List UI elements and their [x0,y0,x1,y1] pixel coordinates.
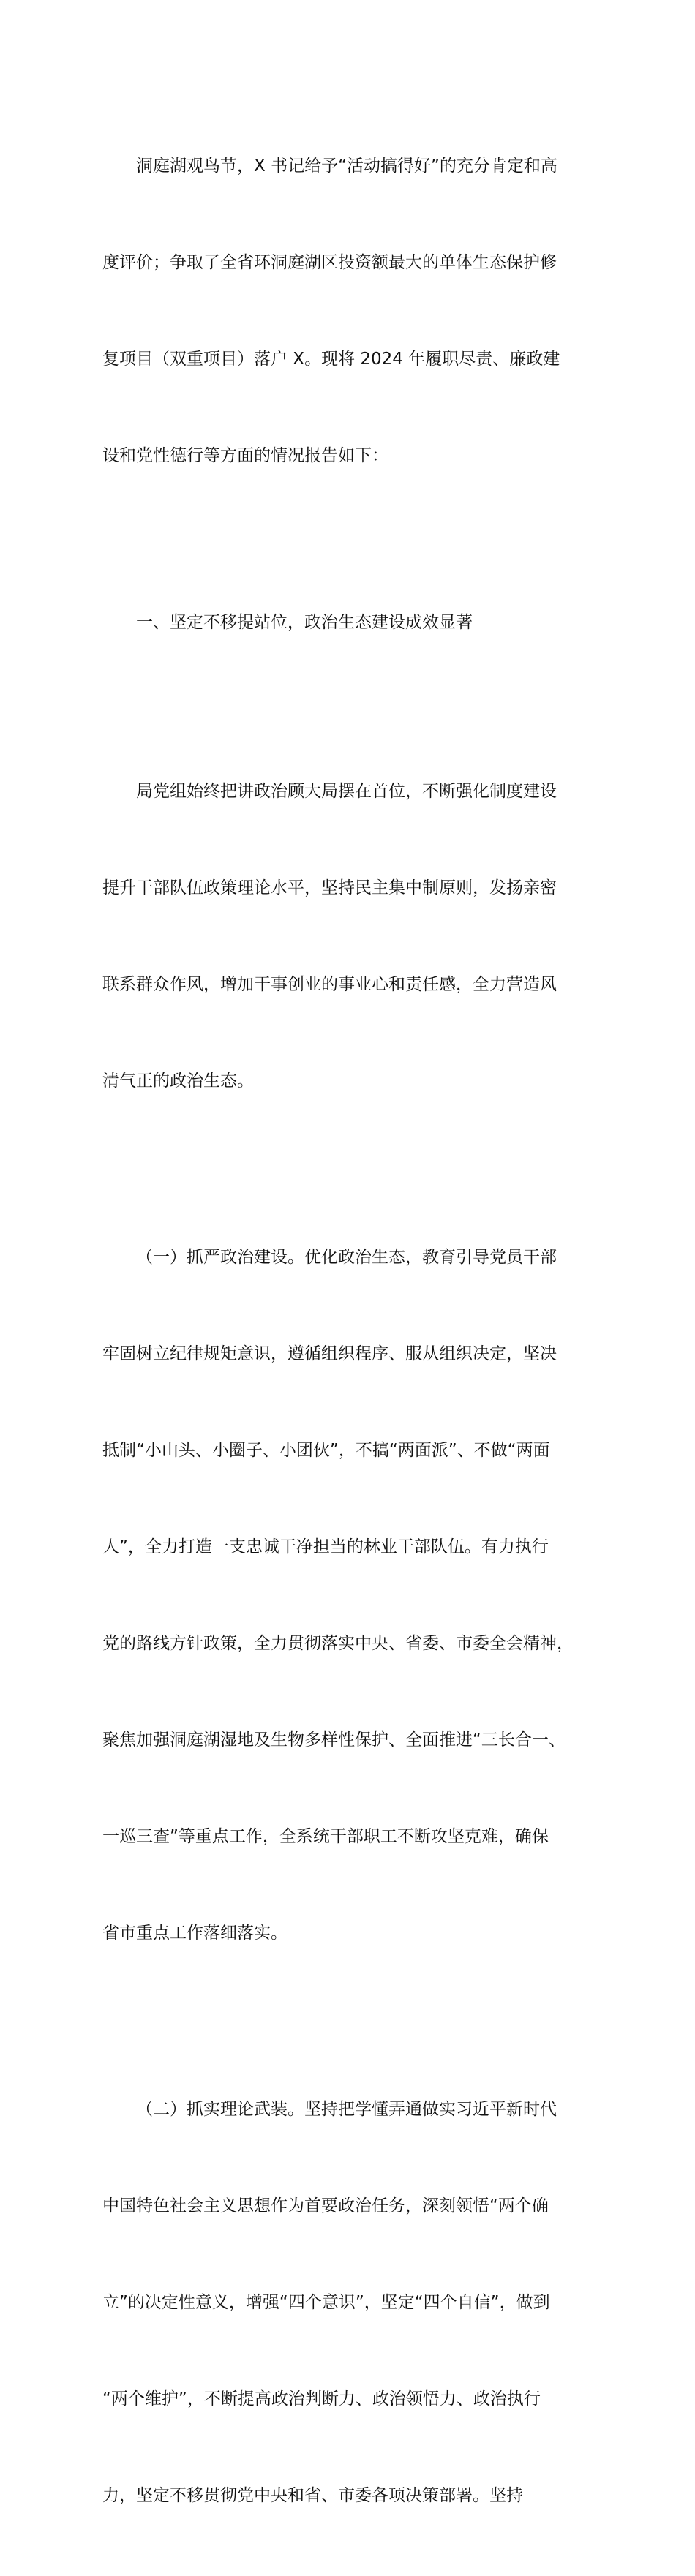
text-line: 省市重点工作落细落实。 [102,1924,288,1943]
text-line: 中国特色社会主义思想作为首要政治任务，深刻领悟“两个确 [102,2196,549,2215]
text-line: 党的路线方针政策，全力贯彻落实中央、省委、市委全会精神， [102,1634,574,1653]
text-line: 清气正的政治生态。 [102,1072,254,1091]
text-line: 一巡三查”等重点工作，全系统干部职工不断攻坚克难，确保 [102,1827,549,1846]
text-line: 洞庭湖观鸟节，X 书记给予“活动搞得好”的充分肯定和高 [136,157,557,176]
text-line: “两个维护”，不断提高政治判断力、政治领悟力、政治执行 [102,2389,541,2409]
heading-text: 一、坚定不移提站位，政治生态建设成效显著 [136,613,473,632]
text-line: 局党组始终把讲政治顾大局摆在首位，不断强化制度建设 [136,782,557,801]
text-line: 复项目（双重项目）落户 X。现将 2024 年履职尽责、廉政建 [102,350,560,369]
text-line: 立”的决定性意义，增强“四个意识”，坚定“四个自信”，做到 [102,2293,550,2312]
text-line: 提升干部队伍政策理论水平，坚持民主集中制原则，发扬亲密 [102,878,557,897]
text-line: 聚焦加强洞庭湖湿地及生物多样性保护、全面推进“三长合一、 [102,1730,566,1750]
paragraph-intro [102,86,615,536]
text-line: 抵制“小山头、小圈子、小团伙”，不搞“两面派”、不做“两面 [102,1441,550,1460]
section-heading [102,542,615,703]
text-line: 联系群众作风，增加干事创业的事业心和责任感，全力营造风 [102,975,557,994]
text-line: （一）抓严政治建设。优化政治生态，教育引导党员干部 [136,1248,557,1267]
paragraph-section-summary [102,711,615,1161]
paragraph-political-building [102,1177,615,2014]
text-line: 人”，全力打造一支忠诚干净担当的林业干部队伍。有力执行 [102,1537,549,1556]
text-line: 牢固树立纪律规矩意识，遵循组织程序、服从组织决定，坚决 [102,1344,557,1363]
text-line: 力，坚定不移贯彻党中央和省、市委各项决策部署。坚持 [102,2486,523,2505]
text-line: 度评价；争取了全省环洞庭湖区投资额最大的单体生态保护修 [102,253,557,272]
body-text [102,86,615,2576]
text-line: （二）抓实理论武装。坚持把学懂弄通做实习近平新时代 [136,2100,557,2119]
text-line: 设和党性德行等方面的情况报告如下： [102,446,388,465]
paragraph-theory-armament [102,2029,615,2576]
